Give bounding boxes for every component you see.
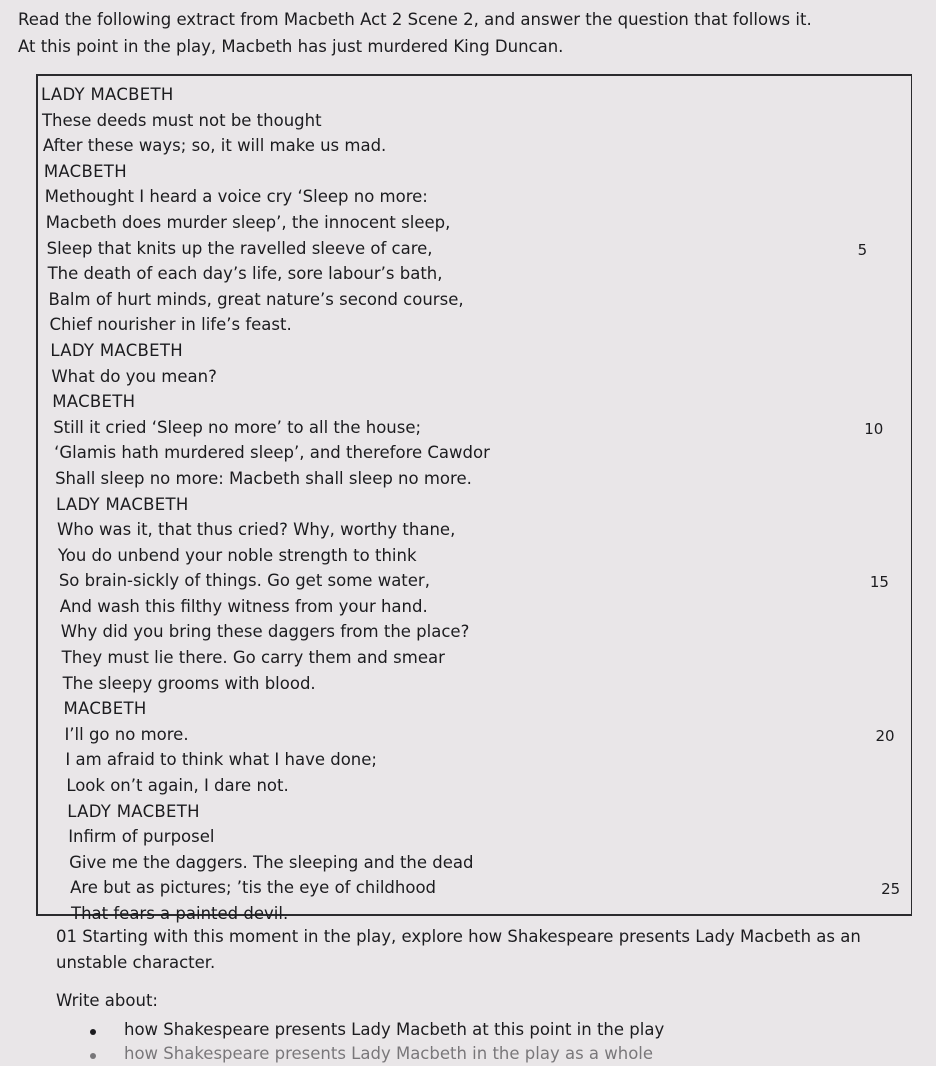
question-text: 01 Starting with this moment in the play, explore how Shakespeare presents Lady Macbeth as an unstable character. bbox=[56, 927, 861, 972]
line-text: So brain-sickly of things. Go get some water, bbox=[58, 571, 430, 591]
bullet-icon bbox=[90, 1029, 96, 1035]
write-about-label: Write about: bbox=[56, 991, 158, 1010]
verse-line bbox=[40, 517, 880, 543]
speaker-name bbox=[40, 82, 880, 108]
line-number: 10 bbox=[864, 419, 884, 438]
line-text: Balm of hurt minds, great nature’s second course, bbox=[48, 289, 464, 309]
verse-line bbox=[40, 773, 880, 799]
verse-line bbox=[40, 875, 901, 901]
verse-line bbox=[40, 619, 880, 645]
line-text: Methought I heard a voice cry ‘Sleep no more: bbox=[44, 187, 428, 207]
verse-line bbox=[40, 671, 880, 697]
extract-text bbox=[40, 82, 901, 927]
line-text: Why did you bring these daggers from the place? bbox=[60, 622, 470, 642]
line-text: Still it cried ‘Sleep no more’ to all the house; bbox=[53, 417, 422, 437]
line-number: 15 bbox=[869, 573, 889, 592]
line-text: Infirm of purposel bbox=[68, 827, 215, 847]
line-text: And wash this filthy witness from your hand. bbox=[59, 596, 428, 616]
line-text: That fears a painted devil. bbox=[71, 904, 289, 923]
bullet-item bbox=[56, 1042, 934, 1066]
line-text: Shall sleep no more: Macbeth shall sleep no more. bbox=[55, 468, 472, 488]
speaker-name bbox=[40, 799, 880, 825]
verse-line bbox=[40, 415, 884, 441]
speaker-label: MACBETH bbox=[63, 699, 147, 719]
line-number: 25 bbox=[881, 880, 901, 899]
verse-line bbox=[40, 210, 880, 236]
speaker-name bbox=[40, 492, 880, 518]
instruction-line-1: Read the following extract from Macbeth Act 2 Scene 2, and answer the question that follows it. bbox=[18, 10, 812, 29]
verse-line bbox=[40, 287, 880, 313]
bullet-list bbox=[56, 1018, 934, 1066]
verse-line bbox=[40, 440, 880, 466]
line-text: After these ways; so, it will make us mad. bbox=[42, 136, 387, 156]
verse-line bbox=[40, 722, 895, 748]
speaker-label: LADY MACBETH bbox=[56, 494, 189, 514]
line-text: These deeds must not be thought bbox=[41, 110, 322, 130]
bullet-icon bbox=[90, 1053, 96, 1059]
verse-line bbox=[40, 645, 880, 671]
line-text: You do unbend your noble strength to think bbox=[57, 545, 417, 565]
line-number: 20 bbox=[875, 726, 895, 745]
speaker-label: MACBETH bbox=[52, 392, 136, 412]
line-text: I’ll go no more. bbox=[64, 724, 189, 744]
bullet-text: how Shakespeare presents Lady Macbeth at this point in the play bbox=[124, 1020, 665, 1039]
verse-line bbox=[40, 466, 880, 492]
speaker-label: LADY MACBETH bbox=[41, 85, 174, 104]
verse-line bbox=[40, 824, 880, 850]
verse-line bbox=[40, 543, 880, 569]
verse-line bbox=[40, 850, 880, 876]
speaker-name bbox=[40, 159, 880, 185]
line-text: Macbeth does murder sleep’, the innocent sleep, bbox=[45, 212, 451, 232]
speaker-name bbox=[40, 338, 880, 364]
instructions bbox=[18, 6, 812, 60]
speaker-label: LADY MACBETH bbox=[50, 340, 183, 360]
line-text: Who was it, that thus cried? Why, worthy thane, bbox=[56, 520, 456, 540]
verse-line bbox=[40, 184, 880, 210]
instruction-line-2: At this point in the play, Macbeth has just murdered King Duncan. bbox=[18, 37, 564, 56]
speaker-label: LADY MACBETH bbox=[67, 801, 200, 821]
line-text: Sleep that knits up the ravelled sleeve of care, bbox=[46, 238, 433, 258]
verse-line bbox=[40, 747, 880, 773]
verse-line bbox=[40, 133, 880, 159]
line-text: What do you mean? bbox=[51, 366, 217, 386]
verse-line bbox=[40, 312, 880, 338]
verse-line bbox=[40, 568, 889, 594]
verse-line bbox=[40, 364, 880, 390]
verse-line bbox=[40, 261, 880, 287]
question-section bbox=[56, 924, 934, 1066]
line-text: ‘Glamis hath murdered sleep’, and therefore Cawdor bbox=[54, 443, 490, 463]
speaker-label: MACBETH bbox=[43, 161, 127, 181]
line-text: The sleepy grooms with blood. bbox=[62, 673, 316, 693]
line-text: I am afraid to think what I have done; bbox=[65, 750, 377, 770]
line-text: Are but as pictures; ’tis the eye of childhood bbox=[70, 878, 437, 898]
speaker-name bbox=[40, 389, 880, 415]
line-number: 5 bbox=[857, 240, 868, 259]
speaker-name bbox=[40, 696, 880, 722]
bullet-item bbox=[56, 1018, 934, 1042]
bullet-text: how Shakespeare presents Lady Macbeth in the play as a whole bbox=[124, 1044, 654, 1063]
verse-line bbox=[40, 236, 880, 262]
line-text: Chief nourisher in life’s feast. bbox=[49, 315, 292, 335]
verse-line bbox=[40, 594, 880, 620]
line-text: The death of each day’s life, sore labour’s bath, bbox=[47, 264, 443, 284]
line-text: Give me the daggers. The sleeping and the dead bbox=[69, 852, 474, 872]
verse-line bbox=[40, 108, 880, 134]
line-text: They must lie there. Go carry them and smear bbox=[61, 648, 445, 668]
verse-line bbox=[40, 901, 880, 927]
line-text: Look on’t again, I dare not. bbox=[66, 776, 289, 796]
